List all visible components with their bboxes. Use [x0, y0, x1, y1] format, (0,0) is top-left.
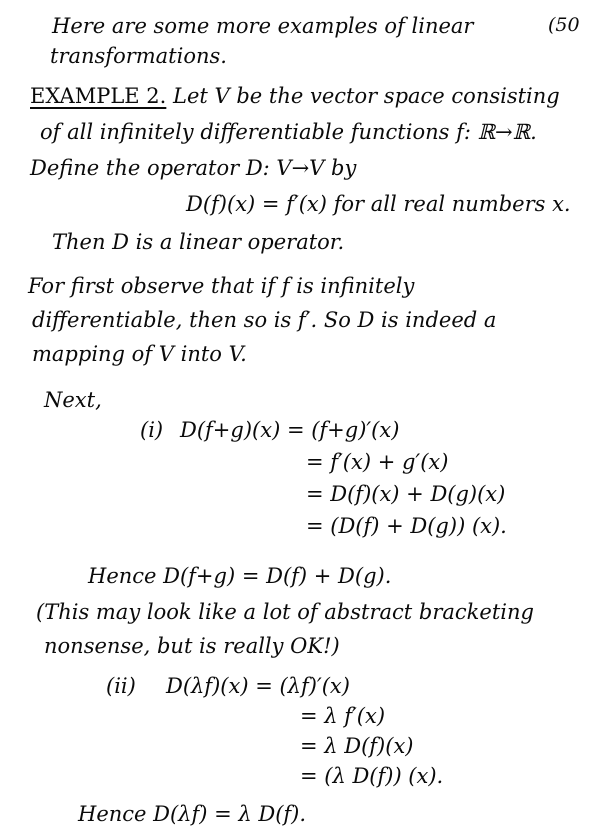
- part-i-conclusion: Hence D(f+g) = D(f) + D(g).: [88, 564, 392, 588]
- observation-line-3: mapping of V into V.: [32, 342, 247, 366]
- part-i-step-3: = D(f)(x) + D(g)(x): [306, 482, 506, 506]
- part-ii-conclusion: Hence D(λf) = λ D(f).: [78, 802, 307, 826]
- aside-line-2: nonsense, but is really OK!): [44, 634, 340, 658]
- page-number: (50: [548, 14, 580, 36]
- observation-line-1: For first observe that if f is infinitely: [28, 274, 415, 298]
- part-i-label: (i): [140, 418, 164, 442]
- example-line-2: of all infinitely differentiable functions f: ℝ→ℝ.: [40, 120, 537, 144]
- part-ii-step-4: = (λ D(f)) (x).: [300, 764, 444, 788]
- intro-line-1: Here are some more examples of linear: [52, 14, 474, 38]
- example-line-3: Define the operator D: V→V by: [30, 156, 357, 180]
- example-line-1: Let V be the vector space consisting: [173, 84, 560, 108]
- part-ii-step-1: D(λf)(x) = (λf)′(x): [166, 674, 350, 698]
- example-heading-line: [30, 86, 560, 107]
- part-i-step-2: = f′(x) + g′(x): [306, 450, 449, 474]
- part-i-step-4: = (D(f) + D(g)) (x).: [306, 514, 507, 538]
- operator-definition: D(f)(x) = f′(x) for all real numbers x.: [186, 192, 571, 216]
- aside-line-1: (This may look like a lot of abstract bracketing: [36, 600, 534, 624]
- linearity-claim: Then D is a linear operator.: [52, 230, 345, 254]
- part-ii-step-2: = λ f′(x): [300, 704, 386, 728]
- intro-line-2: transformations.: [50, 44, 227, 68]
- next-label: Next,: [44, 388, 102, 412]
- part-ii-label: (ii): [106, 674, 136, 698]
- part-ii-step-3: = λ D(f)(x): [300, 734, 414, 758]
- observation-line-2: differentiable, then so is f′. So D is indeed a: [32, 308, 497, 332]
- part-i-step-1: D(f+g)(x) = (f+g)′(x): [180, 418, 400, 442]
- example-label: EXAMPLE 2.: [30, 84, 167, 108]
